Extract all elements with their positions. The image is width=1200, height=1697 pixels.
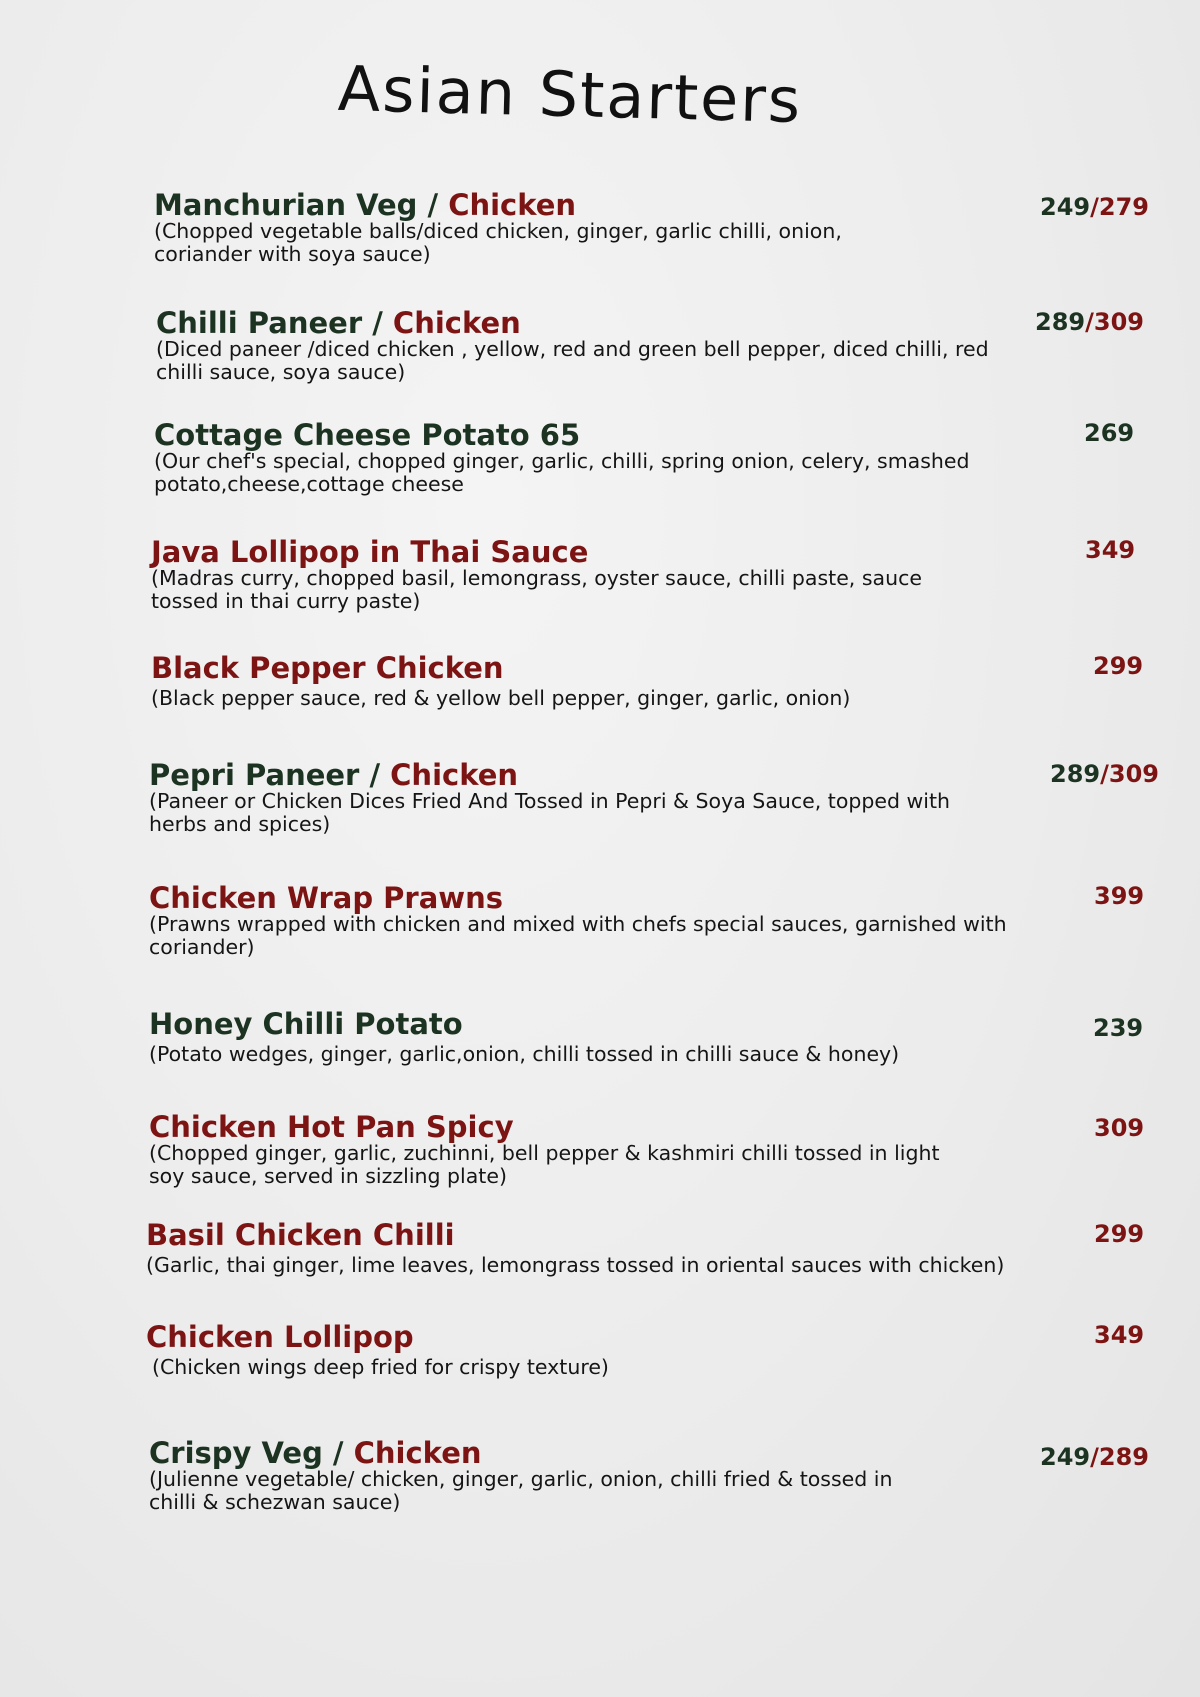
price-veg: 249 bbox=[1040, 1443, 1091, 1471]
menu-item bbox=[146, 1218, 1046, 1277]
item-name bbox=[146, 1320, 966, 1354]
price-separator: / bbox=[1100, 760, 1109, 788]
item-name bbox=[149, 758, 999, 792]
price-nonveg: 289 bbox=[1098, 1443, 1149, 1471]
item-description: (Chopped vegetable balls/diced chicken, ginger, garlic chilli, onion, coriander with soya sauce) bbox=[154, 219, 842, 266]
item-description: (Garlic, thai ginger, lime leaves, lemongrass tossed in oriental sauces with chicken) bbox=[146, 1253, 1005, 1277]
menu-item bbox=[151, 535, 971, 613]
page-title: Asian Starters bbox=[336, 51, 804, 138]
item-name bbox=[149, 1436, 969, 1470]
price-veg: 249 bbox=[1040, 193, 1091, 221]
item-description: (Julienne vegetable/ chicken, ginger, garlic, onion, chilli fried & tossed in chilli & schezwan sauce) bbox=[149, 1467, 893, 1514]
item-description: (Our chef's special, chopped ginger, garlic, chilli, spring onion, celery, smashed potato,cheese,cottage cheese bbox=[154, 449, 970, 496]
item-description: (Chopped ginger, garlic, zuchinni, bell pepper & kashmiri chilli tossed in light soy sauce, served in sizzling plate) bbox=[149, 1141, 940, 1188]
item-name-veg: Manchurian Veg / bbox=[154, 188, 449, 222]
price-separator: / bbox=[1085, 308, 1094, 336]
item-name bbox=[149, 1110, 969, 1144]
price-veg: 289 bbox=[1050, 760, 1101, 788]
item-price bbox=[1035, 307, 1144, 337]
item-description: (Paneer or Chicken Dices Fried And Tossed in Pepri & Soya Sauce, topped with herbs and spices) bbox=[149, 789, 951, 836]
item-price bbox=[1093, 651, 1143, 681]
item-name-nonveg: Chicken Lollipop bbox=[146, 1320, 414, 1354]
item-price bbox=[1094, 1219, 1144, 1249]
menu-item bbox=[151, 651, 1031, 710]
price-separator: / bbox=[1090, 193, 1099, 221]
item-price bbox=[1094, 881, 1144, 911]
item-name-veg: Honey Chilli Potato bbox=[149, 1007, 463, 1041]
menu-item bbox=[146, 1320, 966, 1379]
price-nonveg: 399 bbox=[1094, 882, 1145, 910]
item-name bbox=[149, 1007, 1029, 1041]
price-veg: 269 bbox=[1084, 419, 1135, 447]
item-price bbox=[1040, 1442, 1149, 1472]
menu-item bbox=[156, 306, 989, 384]
price-nonveg: 299 bbox=[1094, 1220, 1145, 1248]
menu-item bbox=[149, 758, 999, 836]
item-description: (Madras curry, chopped basil, lemongrass, oyster sauce, chilli paste, sauce tossed in thai curry paste) bbox=[151, 566, 922, 613]
menu-item bbox=[149, 881, 1039, 959]
price-nonveg: 279 bbox=[1098, 193, 1149, 221]
item-description: (Potato wedges, ginger, garlic,onion, chilli tossed in chilli sauce & honey) bbox=[149, 1042, 900, 1066]
item-description: (Prawns wrapped with chicken and mixed with chefs special sauces, garnished with coriander) bbox=[149, 912, 1007, 959]
item-price bbox=[1093, 1013, 1143, 1043]
item-name-veg: Pepri Paneer / bbox=[149, 758, 391, 792]
item-name-veg: Cottage Cheese Potato 65 bbox=[154, 418, 581, 452]
item-description: (Diced paneer /diced chicken , yellow, red and green bell pepper, diced chilli, red chilli sauce, soya sauce) bbox=[156, 337, 989, 384]
item-price bbox=[1050, 759, 1159, 789]
item-name-nonveg: Chicken Hot Pan Spicy bbox=[149, 1110, 514, 1144]
price-nonveg: 309 bbox=[1094, 1114, 1145, 1142]
item-name-nonveg: Black Pepper Chicken bbox=[151, 651, 504, 685]
price-nonveg: 349 bbox=[1094, 1321, 1145, 1349]
item-name-nonveg: Java Lollipop in Thai Sauce bbox=[151, 535, 589, 569]
price-nonveg: 309 bbox=[1093, 308, 1144, 336]
item-name bbox=[156, 306, 976, 340]
item-price bbox=[1040, 192, 1149, 222]
item-name-veg: Crispy Veg / bbox=[149, 1436, 354, 1470]
item-name-nonveg: Basil Chicken Chilli bbox=[146, 1218, 455, 1252]
item-price bbox=[1085, 535, 1135, 565]
item-description: (Chicken wings deep fried for crispy texture) bbox=[152, 1355, 609, 1379]
price-veg: 239 bbox=[1093, 1014, 1144, 1042]
item-name-nonveg: Chicken bbox=[392, 306, 521, 340]
price-nonveg: 309 bbox=[1108, 760, 1159, 788]
price-veg: 289 bbox=[1035, 308, 1086, 336]
item-name-nonveg: Chicken bbox=[353, 1436, 482, 1470]
item-description: (Black pepper sauce, red & yellow bell pepper, ginger, garlic, onion) bbox=[151, 686, 851, 710]
item-name-nonveg: Chicken Wrap Prawns bbox=[149, 881, 504, 915]
item-price bbox=[1094, 1320, 1144, 1350]
item-name-nonveg: Chicken bbox=[448, 188, 577, 222]
price-separator: / bbox=[1090, 1443, 1099, 1471]
menu-item bbox=[154, 418, 1004, 496]
item-name bbox=[151, 535, 971, 569]
item-name-nonveg: Chicken bbox=[390, 758, 519, 792]
item-name bbox=[154, 418, 1004, 452]
item-price bbox=[1094, 1113, 1144, 1143]
menu-item bbox=[154, 188, 974, 266]
item-name-veg: Chilli Paneer / bbox=[156, 306, 393, 340]
item-name bbox=[151, 651, 1031, 685]
menu-item bbox=[149, 1007, 1029, 1066]
item-price bbox=[1084, 418, 1134, 448]
item-name bbox=[146, 1218, 1046, 1252]
item-name bbox=[149, 881, 1039, 915]
menu-item bbox=[149, 1110, 969, 1188]
price-nonveg: 349 bbox=[1085, 536, 1136, 564]
item-name bbox=[154, 188, 974, 222]
price-nonveg: 299 bbox=[1093, 652, 1144, 680]
menu-item bbox=[149, 1436, 969, 1514]
